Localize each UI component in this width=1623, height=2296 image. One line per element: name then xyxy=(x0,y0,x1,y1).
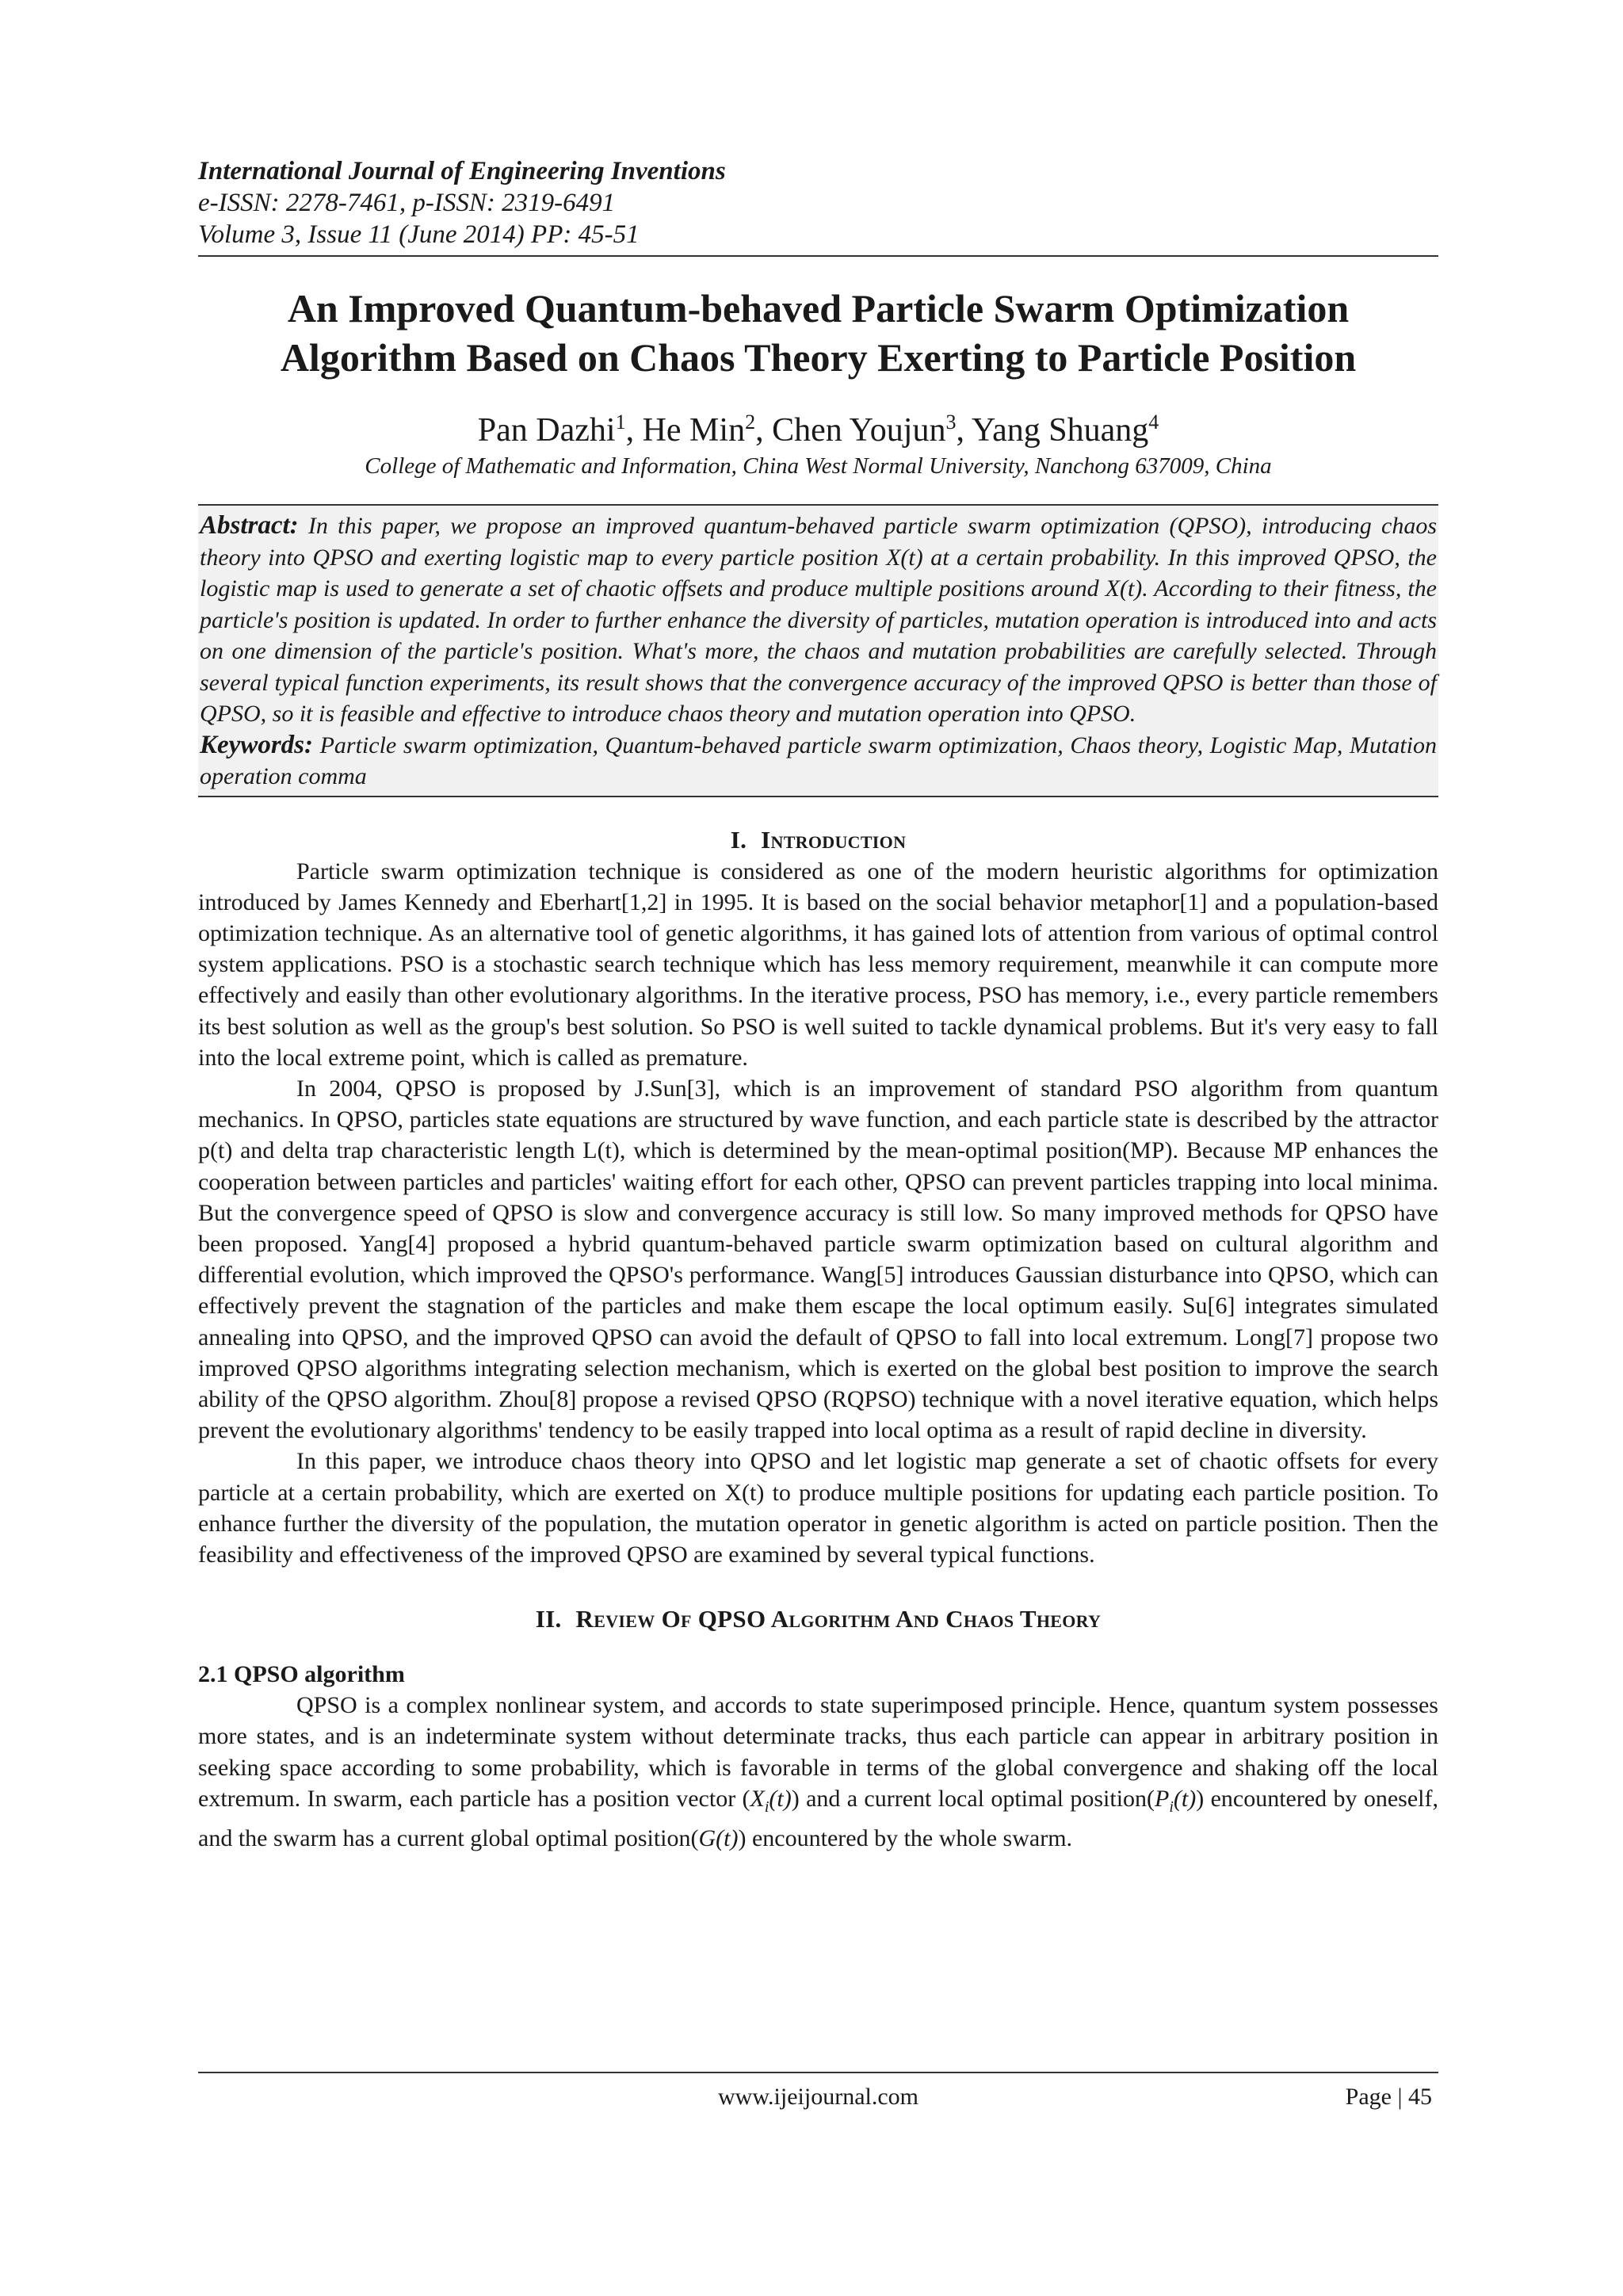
keywords-text: Particle swarm optimization, Quantum-behaved particle swarm optimization, Chaos theory, Logistic Map, Mutation operation comma xyxy=(200,732,1437,789)
journal-header xyxy=(198,155,1438,257)
author-name: Yang Shuang xyxy=(971,412,1149,449)
page-footer xyxy=(198,2072,1438,2115)
introduction-body xyxy=(198,856,1438,1571)
section-heading-introduction xyxy=(198,824,1438,856)
keywords-label: Keywords: xyxy=(200,730,313,759)
section-title: Introduction xyxy=(761,825,907,854)
paper-title-line-2: Algorithm Based on Chaos Theory Exerting to Particle Position xyxy=(280,335,1357,380)
paper-title xyxy=(198,284,1438,382)
section-title: Review Of QPSO Algorithm And Chaos Theory xyxy=(575,1605,1102,1633)
paper-title-line-1: An Improved Quantum-behaved Particle Swarm Optimization xyxy=(287,286,1350,330)
math-gt: G(t) xyxy=(698,1824,739,1851)
abstract-text: In this paper, we propose an improved quantum-behaved particle swarm optimization (QPSO), introducing chaos theory into QPSO and exerting logistic map to every particle position X(t) at a certain probability. In this improved QPSO, the logistic map is used to generate a set of chaotic offsets and produce multiple positions around X(t). According to their fitness, the particle's position is updated. In order to further enhance the diversity of particles, mutation operation is introduced into and acts on one dimension of the particle's position. What's more, the chaos and mutation probabilities are carefully selected. Through several typical function experiments, its result shows that the convergence accuracy of the improved QPSO is better than those of QPSO, so it is feasible and effective to introduce chaos theory and mutation operation into QPSO. xyxy=(200,513,1437,727)
journal-issn: e-ISSN: 2278-7461, p-ISSN: 2319-6491 xyxy=(198,189,616,217)
author-separator: , xyxy=(755,412,773,449)
paragraph: In 2004, QPSO is proposed by J.Sun[3], which is an improvement of standard PSO algorithm from quantum mechanics. In QPSO, particles state equations are structured by wave function, and each particle state is described by the attractor p(t) and delta trap characteristic length L(t), which is determined by the mean-optimal position(MP). Because MP enhances the cooperation between particles and particles' waiting effort for each other, QPSO can prevent particles trapping into local minima. But the convergence speed of QPSO is slow and convergence accuracy is still low. So many improved methods for QPSO have been proposed. Yang[4] proposed a hybrid quantum-behaved particle swarm optimization based on cultural algorithm and differential evolution, which improved the QPSO's performance. Wang[5] introduces Gaussian disturbance into QPSO, which can effectively prevent the stagnation of the particles and make them escape the local optimum easily. Su[6] integrates simulated annealing into QPSO, and the improved QPSO can avoid the default of QPSO to fall into local extremum. Long[7] propose two improved QPSO algorithms integrating selection mechanism, which is exerted on the global best position to improve the search ability of the QPSO algorithm. Zhou[8] propose a revised QPSO (RQPSO) technique with a novel iterative equation, which helps prevent the evolutionary algorithms' tendency to be easily trapped into local optima as a result of rapid decline in diversity. xyxy=(198,1075,1438,1444)
section-number: II. xyxy=(535,1605,562,1633)
math-xi: $X_i(t)$ xyxy=(750,1785,792,1816)
text-run: ) and a current local optimal position( xyxy=(791,1785,1155,1812)
author-list xyxy=(198,411,1438,450)
author-affiliation: College of Mathematic and Information, China West Normal University, Nanchong 637009, China xyxy=(365,453,1272,479)
author-affiliation-mark: 3 xyxy=(945,411,957,434)
section-heading-review xyxy=(198,1603,1438,1635)
section-number: I. xyxy=(730,825,747,854)
footer-page-number: Page | 45 xyxy=(1345,2084,1432,2110)
abstract-label: Abstract: xyxy=(200,511,299,540)
journal-name: International Journal of Engineering Inventions xyxy=(198,157,726,185)
author-separator: , xyxy=(625,412,643,449)
paper-page xyxy=(198,155,1438,1854)
paragraph: Particle swarm optimization technique is considered as one of the modern heuristic algorithms for optimization introduced by James Kennedy and Eberhart[1,2] in 1995. It is based on the social behavior metaphor[1] and a population-based optimization technique. As an alternative tool of genetic algorithms, it has gained lots of attention from various of optimal control system applications. PSO is a stochastic search technique which has less memory requirement, meanwhile it can compute more effectively and easily than other evolutionary algorithms. In the iterative process, PSO has memory, i.e., every particle remembers its best solution as well as the group's best solution. So PSO is well suited to tackle dynamical problems. But it's very easy to fall into the local extreme point, which is called as premature. xyxy=(198,858,1438,1071)
author-affiliation-mark: 4 xyxy=(1148,411,1159,434)
text-run: QPSO is a complex nonlinear system, and accords to state superimposed principle. Hence, quantum system possesses more states, and is an indeterminate system without determinate tracks, thus each particle can appear in arbitrary position in seeking space according to some probability, which is favorable in terms of the global convergence and shaking off the local extremum. In swarm, each particle has a position vector ( xyxy=(198,1692,1438,1812)
author-name: Pan Dazhi xyxy=(477,412,616,449)
author-separator: , xyxy=(956,412,972,449)
text-run: ) encountered by oneself, and the swarm has a current global optimal position( xyxy=(198,1785,1438,1851)
paragraph: In this paper, we introduce chaos theory into QPSO and let logistic map generate a set of chaotic offsets for every particle at a certain probability, which are exerted on X(t) to produce multiple positions for updating each particle position. To enhance further the diversity of the population, the mutation operator in genetic algorithm is acted on particle position. Then the feasibility and effectiveness of the improved QPSO are examined by several typical functions. xyxy=(198,1448,1438,1568)
abstract-box xyxy=(198,504,1438,797)
keywords xyxy=(200,730,1437,793)
author-affiliation-mark: 1 xyxy=(615,411,626,434)
journal-volume: Volume 3, Issue 11 (June 2014) PP: 45-51 xyxy=(198,220,640,249)
author-name: Chen Youjun xyxy=(772,412,946,449)
author-name: He Min xyxy=(642,412,746,449)
subsection-heading: 2.1 QPSO algorithm xyxy=(198,1661,405,1688)
abstract xyxy=(200,510,1437,730)
math-pi: $P_i(t)$ xyxy=(1155,1785,1197,1816)
qpso-body xyxy=(198,1690,1438,1854)
footer-website: www.ijeijournal.com xyxy=(718,2084,918,2110)
text-run: ) encountered by the whole swarm. xyxy=(738,1824,1073,1851)
author-affiliation-mark: 2 xyxy=(745,411,756,434)
paragraph xyxy=(198,1690,1438,1854)
